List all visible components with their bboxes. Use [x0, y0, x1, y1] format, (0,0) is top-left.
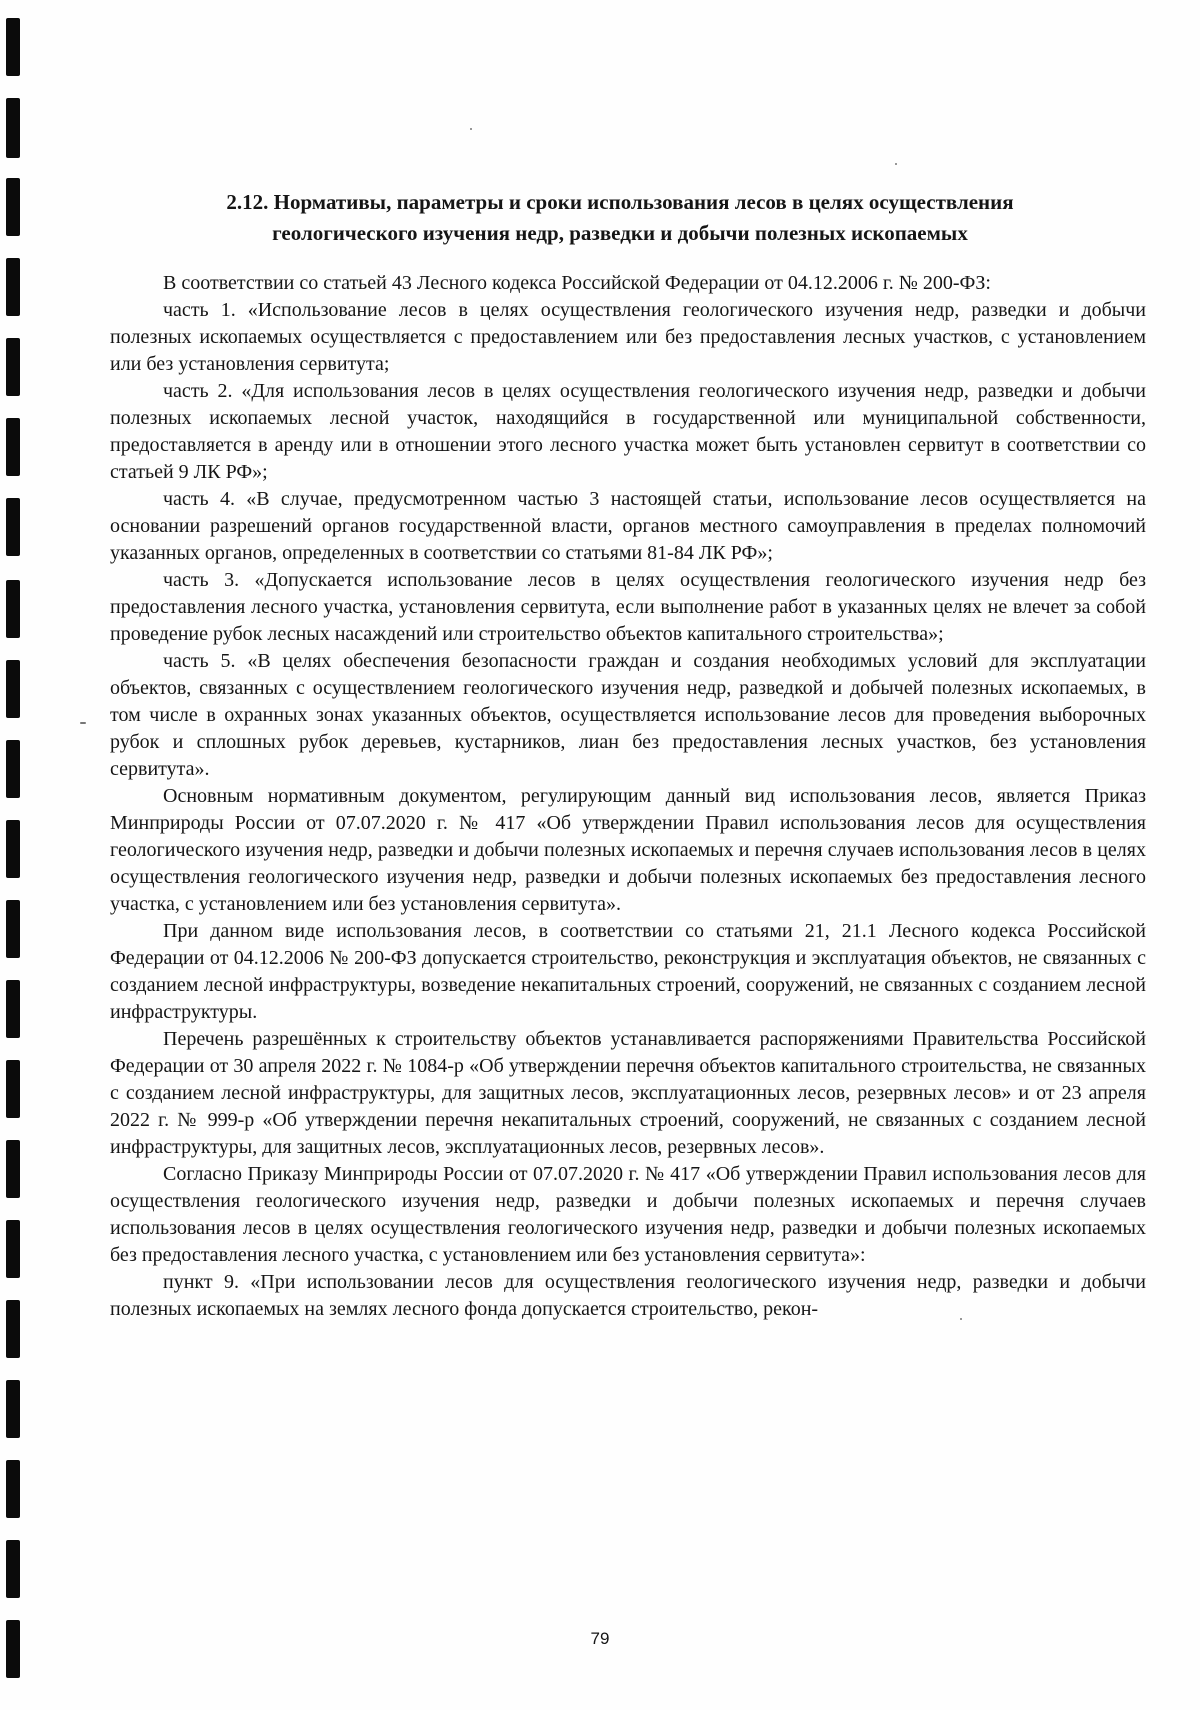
- paragraph: часть 2. «Для использования лесов в целях осуществления геологического изучения недр, разведки и добычи полезных ископаемых лесной участок, находящийся в государственной или муниципальной собственности, предоставляется в аренду или в отношении этого лесного участка может быть установлен сервитут в соответствии со статьей 9 ЛК РФ»;: [110, 380, 1146, 483]
- paragraph: Согласно Приказу Минприроды России от 07.07.2020 г. № 417 «Об утверждении Правил использования лесов для осуществления геологического изучения недр, разведки и добычи полезных ископаемых и перечня случаев использования лесов в целях осуществления геологического изучения недр, разведки и добычи полезных ископаемых без предоставления лесного участка, с установлением или без установления сервитута»:: [110, 1163, 1146, 1266]
- binding-mark: [6, 660, 20, 718]
- paragraph: Перечень разрешённых к строительству объектов устанавливается распоряжениями Правительства Российской Федерации от 30 апреля 2022 г. № 1084-р «Об утверждении перечня объектов капитального строительства, не связанных с созданием лесной инфраструктуры, для защитных лесов, эксплуатационных лесов, резервных лесов» и от 23 апреля 2022 г. № 999-р «Об утверждении перечня некапитальных строений, сооружений, не связанных с созданием лесной инфраструктуры, для защитных лесов, эксплуатационных лесов, резервных лесов».: [110, 1028, 1146, 1158]
- scan-speck: [470, 128, 472, 130]
- binding-mark: [6, 820, 20, 878]
- binding-marks: [0, 0, 40, 1710]
- binding-mark: [6, 338, 20, 396]
- paragraph: часть 5. «В целях обеспечения безопасности граждан и создания необходимых условий для эксплуатации объектов, связанных с осуществлением геологического изучения недр, разведкой и добычей полезных ископаемых, в том числе в охранных зонах указанных объектов, осуществляется использование лесов для проведения выборочных рубок и сплошных рубок деревьев, кустарников, лиан без предоставления лесных участков, без установления сервитута».: [110, 650, 1146, 780]
- binding-mark: [6, 258, 20, 316]
- binding-mark: [6, 1380, 20, 1438]
- binding-mark: [6, 740, 20, 798]
- paragraph: В соответствии со статьей 43 Лесного кодекса Российской Федерации от 04.12.2006 г. № 200-ФЗ:: [163, 272, 991, 294]
- binding-mark: [6, 1300, 20, 1358]
- binding-mark: [6, 498, 20, 556]
- body-text: [110, 270, 1146, 1323]
- paragraph: Основным нормативным документом, регулирующим данный вид использования лесов, является Приказ Минприроды России от 07.07.2020 г. № 417 «Об утверждении Правил использования лесов для осуществления геологического изучения недр, разведки и добычи полезных ископаемых и перечня случаев использования лесов в целях осуществления геологического изучения недр, разведки и добычи полезных ископаемых без предоставления лесного участка, с установлением или без установления сервитута».: [110, 785, 1146, 915]
- binding-mark: [6, 900, 20, 958]
- scan-speck: [895, 163, 897, 165]
- binding-mark: [6, 1140, 20, 1198]
- binding-mark: [6, 418, 20, 476]
- paragraph: При данном виде использования лесов, в соответствии со статьями 21, 21.1 Лесного кодекса Российской Федерации от 04.12.2006 № 200-ФЗ допускается строительство, реконструкция и эксплуатация объектов, не связанных с созданием лесной инфраструктуры, возведение некапитальных строений, сооружений, не связанных с созданием лесной инфраструктуры.: [110, 920, 1146, 1023]
- binding-mark: [6, 1060, 20, 1118]
- binding-mark: [6, 1460, 20, 1518]
- binding-mark: [6, 98, 20, 158]
- binding-mark: [6, 580, 20, 638]
- paragraph: часть 4. «В случае, предусмотренном частью 3 настоящей статьи, использование лесов осуществляется на основании разрешений органов государственной власти, органов местного самоуправления в пределах полномочий указанных органов, определенных в соответствии со статьями 81-84 ЛК РФ»;: [110, 488, 1146, 564]
- page-number: 79: [590, 1629, 610, 1648]
- heading-line-2: геологического изучения недр, разведки и добычи полезных ископаемых: [272, 221, 968, 245]
- binding-mark: [6, 18, 20, 76]
- heading-line-1: 2.12. Нормативы, параметры и сроки использования лесов в целях осуществления: [226, 190, 1014, 214]
- scan-speck: [80, 722, 86, 724]
- binding-mark: [6, 1540, 20, 1598]
- binding-mark: [6, 1220, 20, 1278]
- binding-mark: [6, 178, 20, 236]
- paragraph: часть 1. «Использование лесов в целях осуществления геологического изучения недр, разведки и добычи полезных ископаемых осуществляется с предоставлением или без предоставления лесных участков, с установлением или без установления сервитута;: [110, 299, 1146, 375]
- paragraph: часть 3. «Допускается использование лесов в целях осуществления геологического изучения недр без предоставления лесного участка, установления сервитута, если выполнение работ в указанных целях не влечет за собой проведение рубок лесных насаждений или строительство объектов капитального строительства»;: [110, 569, 1146, 645]
- binding-mark: [6, 980, 20, 1038]
- section-heading: [110, 187, 1130, 249]
- paragraph: пункт 9. «При использовании лесов для осуществления геологического изучения недр, разведки и добычи полезных ископаемых на землях лесного фонда допускается строительство, рекон-: [110, 1271, 1146, 1320]
